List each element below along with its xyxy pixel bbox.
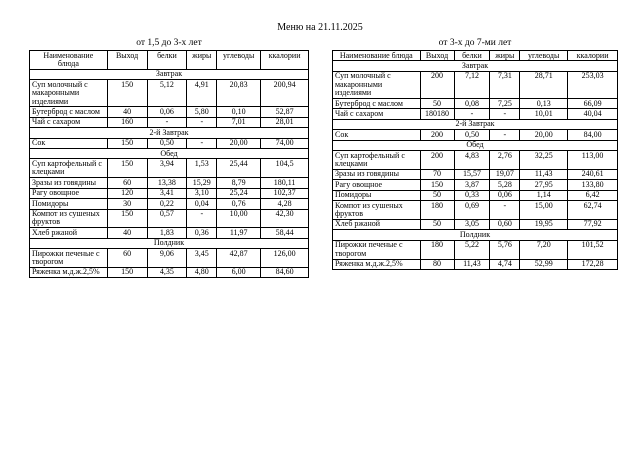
col-header-protein: белки (454, 51, 490, 61)
cell-carbs: 7,01 (217, 117, 261, 127)
cell-yield: 200 (420, 151, 454, 170)
dish-row (333, 109, 618, 119)
cell-dish-name: Суп картофельный с клецками (333, 151, 421, 170)
cell-fat: - (187, 209, 217, 228)
dish-row (333, 190, 618, 200)
dish-row (30, 267, 309, 277)
cell-dish-name: Зразы из говядины (30, 178, 108, 188)
cell-kcal: 253,03 (568, 71, 618, 98)
cell-fat: 15,29 (187, 178, 217, 188)
dish-row (30, 249, 309, 268)
meal-section-label: Полдник (30, 238, 309, 248)
cell-protein: 4,83 (454, 151, 490, 170)
cell-dish-name: Чай с сахаром (333, 109, 421, 119)
cell-protein: 5,22 (454, 240, 490, 259)
cell-protein: - (147, 117, 187, 127)
age-group-right-title: от 3-х до 7-ми лет (438, 38, 512, 48)
cell-dish-name: Ряженка м.д.ж.2,5% (333, 259, 421, 269)
age-group-left-title: от 1,5 до 3-х лет (136, 38, 202, 48)
cell-yield: 150 (107, 209, 147, 228)
cell-fat: 0,60 (490, 219, 520, 229)
cell-yield: 150 (107, 267, 147, 277)
meal-section-row (333, 230, 618, 240)
cell-fat: 7,31 (490, 71, 520, 98)
col-header-name: Наименование блюда (30, 51, 108, 70)
cell-dish-name: Помидоры (30, 199, 108, 209)
cell-kcal: 52,87 (261, 107, 309, 117)
cell-dish-name: Чай с сахаром (30, 117, 108, 127)
col-header-kcal: ккалории (261, 51, 309, 70)
cell-yield: 180180 (420, 109, 454, 119)
cell-carbs: 10,00 (217, 209, 261, 228)
cell-yield: 150 (107, 159, 147, 178)
cell-fat: 7,25 (490, 99, 520, 109)
page-title: Меню на 21.11.2025 (277, 22, 363, 33)
cell-protein: 15,57 (454, 169, 490, 179)
meal-section-row (333, 119, 618, 129)
cell-kcal: 126,00 (261, 249, 309, 268)
col-header-carbs: углеводы (217, 51, 261, 70)
meal-section-label: Завтрак (333, 61, 618, 71)
dish-row (333, 99, 618, 109)
cell-yield: 70 (420, 169, 454, 179)
header-row (333, 51, 618, 61)
cell-fat: 4,91 (187, 80, 217, 107)
cell-kcal: 84,60 (261, 267, 309, 277)
menu-table-right (332, 50, 618, 270)
cell-kcal: 66,09 (568, 99, 618, 109)
cell-yield: 50 (420, 190, 454, 200)
dish-row (30, 159, 309, 178)
cell-yield: 50 (420, 219, 454, 229)
cell-protein: 0,22 (147, 199, 187, 209)
cell-dish-name: Суп молочный с макаронными изделиями (30, 80, 108, 107)
cell-kcal: 172,28 (568, 259, 618, 269)
col-header-fat: жиры (187, 51, 217, 70)
dish-row (30, 107, 309, 117)
cell-protein: 3,05 (454, 219, 490, 229)
dish-row (333, 151, 618, 170)
meal-section-label: Обед (30, 149, 309, 159)
cell-carbs: 8,79 (217, 178, 261, 188)
cell-fat: 5,80 (187, 107, 217, 117)
dish-row (30, 117, 309, 127)
meal-section-label: Завтрак (30, 69, 309, 79)
cell-yield: 200 (420, 130, 454, 140)
cell-fat: 5,76 (490, 240, 520, 259)
cell-kcal: 62,74 (568, 201, 618, 220)
cell-yield: 50 (420, 99, 454, 109)
dish-row (333, 71, 618, 98)
cell-carbs: 25,44 (217, 159, 261, 178)
cell-protein: 0,33 (454, 190, 490, 200)
col-header-fat: жиры (490, 51, 520, 61)
cell-carbs: 11,97 (217, 228, 261, 238)
cell-fat: - (490, 201, 520, 220)
cell-kcal: 113,00 (568, 151, 618, 170)
cell-fat: 0,06 (490, 190, 520, 200)
menu-table-left (29, 50, 309, 278)
cell-carbs: 0,13 (520, 99, 568, 109)
cell-protein: 3,41 (147, 188, 187, 198)
cell-protein: 0,57 (147, 209, 187, 228)
cell-carbs: 19,95 (520, 219, 568, 229)
meal-section-label: 2-й Завтрак (333, 119, 618, 129)
dish-row (30, 138, 309, 148)
dish-row (333, 180, 618, 190)
cell-kcal: 77,92 (568, 219, 618, 229)
dish-row (333, 169, 618, 179)
cell-protein: 4,35 (147, 267, 187, 277)
dish-row (30, 199, 309, 209)
cell-fat: 19,07 (490, 169, 520, 179)
cell-carbs: 25,24 (217, 188, 261, 198)
cell-carbs: 10,01 (520, 109, 568, 119)
cell-carbs: 52,99 (520, 259, 568, 269)
meal-section-row (30, 238, 309, 248)
cell-yield: 80 (420, 259, 454, 269)
cell-protein: 7,12 (454, 71, 490, 98)
cell-protein: 0,50 (454, 130, 490, 140)
cell-protein: 0,50 (147, 138, 187, 148)
meal-section-row (30, 128, 309, 138)
cell-fat: 3,10 (187, 188, 217, 198)
col-header-yield: Выход (107, 51, 147, 70)
cell-fat: 3,45 (187, 249, 217, 268)
cell-carbs: 0,10 (217, 107, 261, 117)
dish-row (333, 240, 618, 259)
cell-carbs: 20,00 (520, 130, 568, 140)
cell-kcal: 104,5 (261, 159, 309, 178)
cell-carbs: 15,00 (520, 201, 568, 220)
cell-dish-name: Хлеб ржаной (333, 219, 421, 229)
meal-section-label: Обед (333, 140, 618, 150)
cell-kcal: 102,37 (261, 188, 309, 198)
cell-dish-name: Сок (30, 138, 108, 148)
dish-row (30, 228, 309, 238)
cell-fat: - (490, 130, 520, 140)
cell-yield: 180 (420, 240, 454, 259)
cell-kcal: 200,94 (261, 80, 309, 107)
col-header-kcal: ккалории (568, 51, 618, 61)
dish-row (333, 201, 618, 220)
cell-carbs: 11,43 (520, 169, 568, 179)
cell-fat: 0,04 (187, 199, 217, 209)
dish-row (30, 178, 309, 188)
cell-fat: 4,80 (187, 267, 217, 277)
cell-dish-name: Бутерброд с маслом (333, 99, 421, 109)
cell-fat: - (187, 138, 217, 148)
cell-protein: 0,08 (454, 99, 490, 109)
cell-carbs: 27,95 (520, 180, 568, 190)
cell-fat: 1,53 (187, 159, 217, 178)
cell-kcal: 101,52 (568, 240, 618, 259)
col-header-name: Наименование блюда (333, 51, 421, 61)
cell-dish-name: Пирожки печеные с творогом (30, 249, 108, 268)
cell-dish-name: Суп молочный с макаронными изделиями (333, 71, 421, 98)
cell-protein: 11,43 (454, 259, 490, 269)
cell-dish-name: Пирожки печеные с творогом (333, 240, 421, 259)
dish-row (30, 188, 309, 198)
cell-yield: 30 (107, 199, 147, 209)
cell-protein: 5,12 (147, 80, 187, 107)
meal-section-label: Полдник (333, 230, 618, 240)
cell-carbs: 32,25 (520, 151, 568, 170)
cell-fat: 0,36 (187, 228, 217, 238)
cell-kcal: 28,01 (261, 117, 309, 127)
cell-protein: 1,83 (147, 228, 187, 238)
cell-carbs: 20,83 (217, 80, 261, 107)
cell-dish-name: Ряженка м.д.ж.2,5% (30, 267, 108, 277)
cell-kcal: 74,00 (261, 138, 309, 148)
cell-yield: 180 (420, 201, 454, 220)
cell-carbs: 1,14 (520, 190, 568, 200)
cell-kcal: 42,30 (261, 209, 309, 228)
dish-row (30, 209, 309, 228)
cell-yield: 150 (420, 180, 454, 190)
cell-yield: 60 (107, 249, 147, 268)
cell-kcal: 240,61 (568, 169, 618, 179)
dish-row (333, 259, 618, 269)
cell-kcal: 6,42 (568, 190, 618, 200)
meal-section-label: 2-й Завтрак (30, 128, 309, 138)
cell-dish-name: Рагу овощное (30, 188, 108, 198)
cell-kcal: 58,44 (261, 228, 309, 238)
cell-carbs: 28,71 (520, 71, 568, 98)
col-header-carbs: углеводы (520, 51, 568, 61)
cell-yield: 60 (107, 178, 147, 188)
cell-yield: 40 (107, 228, 147, 238)
header-row (30, 51, 309, 70)
cell-yield: 150 (107, 138, 147, 148)
cell-dish-name: Бутерброд с маслом (30, 107, 108, 117)
cell-yield: 40 (107, 107, 147, 117)
cell-protein: 3,94 (147, 159, 187, 178)
cell-yield: 120 (107, 188, 147, 198)
meal-section-row (333, 61, 618, 71)
cell-protein: - (454, 109, 490, 119)
cell-yield: 200 (420, 71, 454, 98)
meal-section-row (30, 149, 309, 159)
cell-dish-name: Компот из сушеных фруктов (30, 209, 108, 228)
cell-kcal: 133,80 (568, 180, 618, 190)
cell-fat: 4,74 (490, 259, 520, 269)
cell-fat: - (187, 117, 217, 127)
cell-carbs: 7,20 (520, 240, 568, 259)
cell-dish-name: Суп картофельный с клецками (30, 159, 108, 178)
dish-row (333, 219, 618, 229)
cell-carbs: 6,00 (217, 267, 261, 277)
cell-carbs: 0,76 (217, 199, 261, 209)
cell-protein: 0,69 (454, 201, 490, 220)
cell-fat: 5,28 (490, 180, 520, 190)
cell-dish-name: Рагу овощное (333, 180, 421, 190)
cell-yield: 150 (107, 80, 147, 107)
cell-dish-name: Помидоры (333, 190, 421, 200)
cell-dish-name: Сок (333, 130, 421, 140)
cell-kcal: 40,04 (568, 109, 618, 119)
cell-dish-name: Зразы из говядины (333, 169, 421, 179)
cell-protein: 0,06 (147, 107, 187, 117)
cell-yield: 160 (107, 117, 147, 127)
col-header-yield: Выход (420, 51, 454, 61)
cell-fat: 2,76 (490, 151, 520, 170)
cell-dish-name: Хлеб ржаной (30, 228, 108, 238)
cell-protein: 13,38 (147, 178, 187, 188)
cell-protein: 3,87 (454, 180, 490, 190)
cell-fat: - (490, 109, 520, 119)
dish-row (30, 80, 309, 107)
cell-kcal: 84,00 (568, 130, 618, 140)
dish-row (333, 130, 618, 140)
cell-kcal: 180,11 (261, 178, 309, 188)
cell-protein: 9,06 (147, 249, 187, 268)
cell-kcal: 4,28 (261, 199, 309, 209)
meal-section-row (333, 140, 618, 150)
cell-carbs: 42,87 (217, 249, 261, 268)
cell-dish-name: Компот из сушеных фруктов (333, 201, 421, 220)
col-header-protein: белки (147, 51, 187, 70)
cell-carbs: 20,00 (217, 138, 261, 148)
meal-section-row (30, 69, 309, 79)
